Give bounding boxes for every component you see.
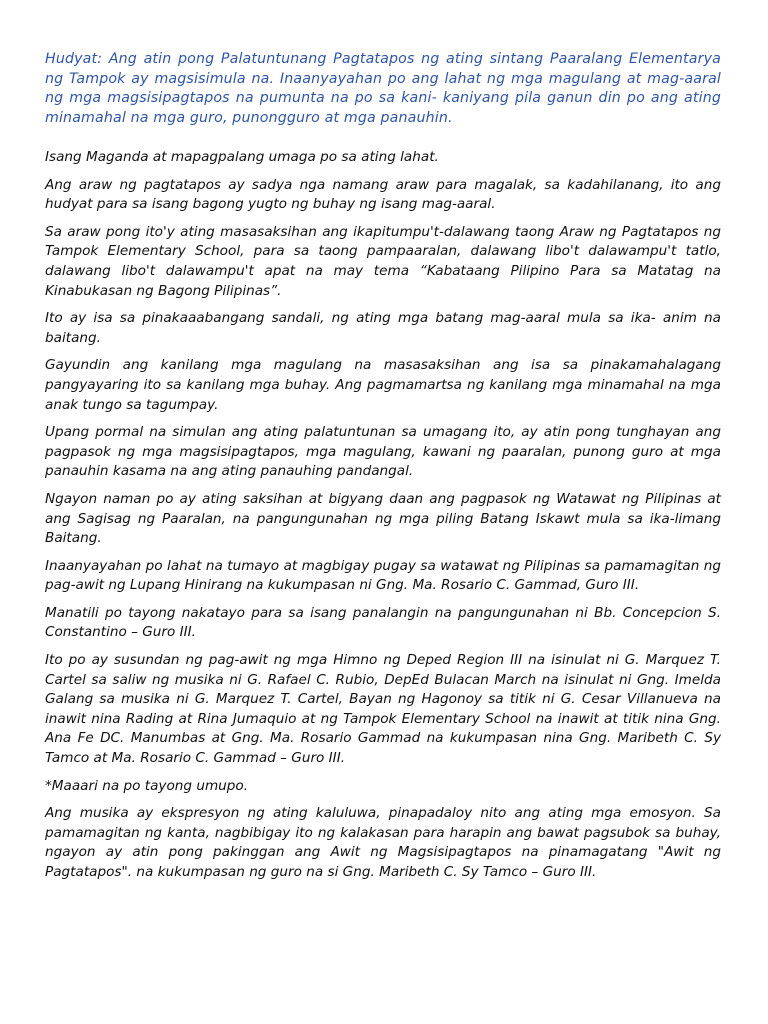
paragraph-graduation-song: Ang musika ay ekspresyon ng ating kaluluwa, pinapadaloy nito ang ating mga emosyon. Sa pamamagitan ng kanta, nagbibigay ito ng kalakasan para harapin ang bawat pagsubok sa buhay, ngayon ay atin pong pakinggan ang Awit ng Magsisipagtapos na pinamagatang "Awit ng Pagtatapos". na kukumpasan ng guro na si Gng. Maribeth C. Sy Tamco – Guro III. [45,805,721,880]
paragraph-be-seated: *Maaari na po tayong umupo. [45,777,249,794]
document-page [45,50,721,891]
paragraph-hymns: Ito po ay susundan ng pag-awit ng mga Himno ng Deped Region III na isinulat ni G. Marquez T. Cartel sa saliw ng musika ni G. Rafael C. Rubio, DepEd Bulacan March na isinulat ni Gng. Imelda Galang sa musika ni G. Marquez T. Cartel, Bayan ng Hagonoy sa titik ni G. Cesar Villanueva na inawit nina Rading at Rina Jumaquio at ng Tampok Elementary School na inawit at titik nina Gng. Ana Fe DC. Manumbas at Gng. Ma. Rosario Gammad na kukumpasan nina Gng. Maribeth C. Sy Tamco at Ma. Rosario C. Gammad – Guro III. [45,652,721,767]
paragraph-prayer: Manatili po tayong nakatayo para sa isang panalangin na pangungunahan ni Bb. Concepcion S. Constantino – Guro III. [45,604,721,641]
paragraph-greeting: Isang Maganda at mapagpalang umaga po sa ating lahat. [45,149,439,165]
paragraph-processional: Upang pormal na simulan ang ating palatuntunan sa umagang ito, ay atin pong tunghayan ang pagpasok ng mga magsisipagtapos, mga magulang, kawani ng paaralan, punong guro at mga panauhin kasama na ang ating panauhing pandangal. [45,424,721,480]
paragraph-parents: Gayundin ang kanilang mga magulang na masasaksihan ang isa sa pinakamahalagang pangyayaring ito sa kanilang mga buhay. Ang pagmamartsa ng kanilang mga minamahal na mga anak tungo sa tagumpay. [45,357,721,413]
hudyat-paragraph: Hudyat: Ang atin pong Palatuntunang Pagtatapos ng ating sintang Paaralang Elementarya ng Tampok ay magsisimula na. Inaanyayahan po ang lahat ng mga magulang at mag-aaral ng mga magsisipagtapos na pumunta na po sa kani- kaniyang pila ganun din po ang ating minamahal na mga guro, punongguro at mga panauhin. [45,51,721,126]
paragraph-national-anthem: Inaanyayahan po lahat na tumayo at magbigay pugay sa watawat ng Pilipinas sa pamamagitan ng pag-awit ng Lupang Hinirang na kukumpasan ni Gng. Ma. Rosario C. Gammad, Guro III. [45,557,721,594]
paragraph-theme: Sa araw pong ito'y ating masasaksihan ang ikapitumpu't-dalawang taong Araw ng Pagtatapos ng Tampok Elementary School, para sa taong pampaaralan, dalawang libo't dalawampu't tatlo, dalawang libo't dalawampu't apat na may tema “Kabataang Pilipino Para sa Matatag na Kinabukasan ng Bagong Pilipinas”. [45,223,721,299]
paragraph-graduation-day: Ang araw ng pagtatapos ay sadya nga namang araw para magalak, sa kadahilanang, ito ang hudyat para sa isang bagong yugto ng buhay ng isang mag-aaral. [45,176,721,213]
paragraph-awaited-moment: Ito ay isa sa pinakaaabangang sandali, ng ating mga batang mag-aaral mula sa ika- anim na baitang. [45,310,721,346]
paragraph-flag-entrance: Ngayon naman po ay ating saksihan at bigyang daan ang pagpasok ng Watawat ng Pilipinas at ang Sagisag ng Paaralan, na pangungunahan ng mga piling Batang Iskawt mula sa ika-limang Baitang. [45,490,721,547]
